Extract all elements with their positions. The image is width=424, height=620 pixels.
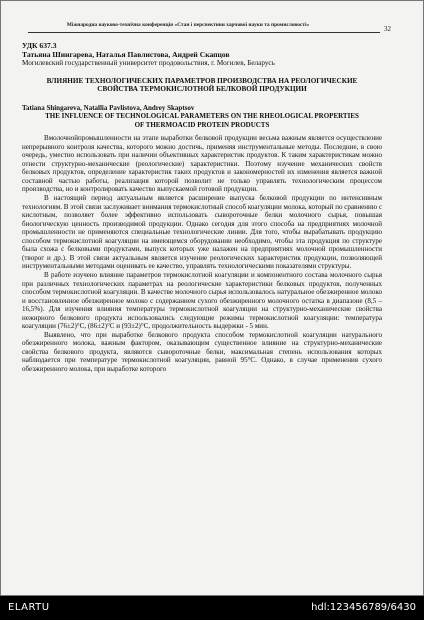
title-ru: ВЛИЯНИЕ ТЕХНОЛОГИЧЕСКИХ ПАРАМЕТРОВ ПРОИЗВОДСТВА НА РЕОЛОГИЧЕСКИЕ СВОЙСТВА ТЕРМОКИСЛОТНОЙ БЕЛКОВОЙ ПРОДУКЦИИ bbox=[46, 76, 358, 94]
running-header: Міжнародна науково-технічна конференція «Стан і перспективи харчової науки та промисловості» bbox=[66, 22, 310, 28]
body-paragraph: В работе изучено влияние параметров термокислотной коагуляции и компонентного состава молочного сырья при различных технологических параметрах на реологические характеристики белковых продуктов, полученных способом термокислотной коагуляции. В качестве молочного сырья использовалось натуральное обезжиренное молоко и восстановленное обезжиренное молоко с содержанием сухого обезжиренного молочного остатка в диапазоне (8,5 – 16,5%). Для изучения влияния температуры термокислотной коагуляции на структурно-механические свойства нежирного белкового продукта использовались следующие режимы термокислотной коагуляции: температура коагуляции (76±2)°С, (86±2)°С и (93±2)°С, продолжительность выдержки - 5 мин. bbox=[22, 270, 382, 331]
header-rule bbox=[28, 32, 380, 33]
authors-ru: Татьяна Шингарева, Наталья Павлистова, Андрей Скапцов bbox=[22, 50, 230, 60]
article-content bbox=[22, 41, 382, 374]
authors-en: Tatiana Shingareva, Natallia Pavlistova, Andrey Skaptsov bbox=[22, 103, 195, 112]
affiliation-ru: Могилевский государственный университет продовольствия, г. Могилев, Беларусь bbox=[22, 59, 275, 68]
body-paragraph: Вмолочнойпромышленности на этапе выработки белковой продукции весьма важным является осуществление непрерывного контроля качества, которого можно достичь, применяя инструментальные методы. Последние, в свою очередь, уместно использовать при наличии объективных характеристик продуктов. К таким характеристикам можно отнести структурно-механические (реологические) характеристики. Поэтому изучение механических свойств белковых продуктов, определение характеристик таких продуктов и закономерностей их изменения является важной составной частью работы, реализация которой позволит не только управлять технологическим процессом производства, но и контролировать качество выпускаемой готовой продукции. bbox=[22, 134, 382, 194]
title-en: THE INFLUENCE OF TECHNOLOGICAL PARAMETERS ON THE RHEOLOGICAL PROPERTIES OF THERMOACID PROTEIN PRODUCTS bbox=[45, 112, 359, 129]
page-number: 32 bbox=[384, 25, 391, 33]
repository-label: ELARTU bbox=[8, 602, 50, 613]
body-paragraph: Выявлено, что при выработке белкового продукта способом термокислотной коагуляции натурального обезжиренного молока, важным фактором, оказывающим существенное влияние на структурно-механические свойства белкового продукта, являются сывороточные белки, максимальная степень использования которых наблюдается при температуре термокислотной коагуляции, равной 95°С. Однако, в случае применения сухого обезжиренного молока, при выработке которого bbox=[22, 330, 382, 373]
viewer-footer bbox=[0, 596, 424, 620]
udk-code: УДК 637.3 bbox=[22, 41, 57, 50]
handle-label: hdl:123456789/6430 bbox=[311, 602, 416, 613]
body-paragraph: В настоящий период актуальным является расширение выпуска белковой продукции по интенсивным технологиям. В этой связи заслуживает внимания термокислотный способ коагуляции молока, который по сравнению с кислотным, позволяет более эффективно использовать сывороточные белки молочного сырья, повышая биологическую ценность производимой продукции. Однако сегодня для этого способа на предприятиях молочной промышленности не применяются специальные технологические линии. Для того, чтобы вырабатывать продукцию способом термокислотной коагуляции на имеющемся оборудовании необходимо, чтобы эта продукция по структуре была схожа с белковыми продуктами, выпуск которых уже налажен на предприятиях молочной промышленности (творог и др.). В этой связи актуальным является изучение реологических характеристик продукции, позволяющей инструментальными методами оценивать ее качество, управлять технологическими показателями структуры. bbox=[22, 194, 382, 271]
article-body bbox=[22, 134, 382, 373]
